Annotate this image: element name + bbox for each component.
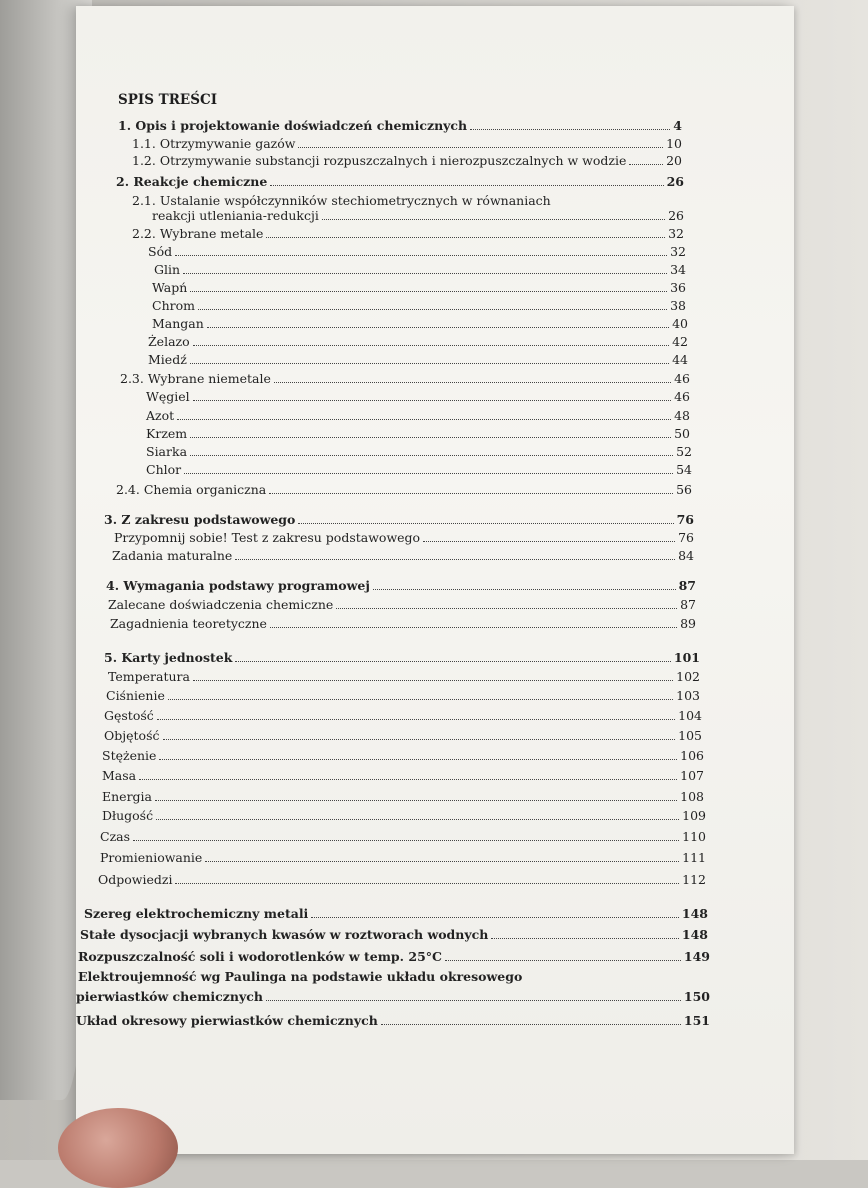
leader-dots (274, 382, 671, 383)
toc-page-number: 105 (678, 728, 702, 743)
toc-entry-label: Krzem (146, 426, 188, 441)
toc-entry-label: Układ okresowy pierwiastków chemicznych (76, 1013, 378, 1028)
toc-page-number: 149 (683, 949, 710, 964)
toc-entry (146, 426, 690, 441)
toc-page-number: 56 (676, 482, 692, 497)
toc-entry (76, 989, 710, 1004)
toc-page-number: 76 (676, 512, 694, 527)
leader-dots (311, 917, 679, 918)
leader-dots (235, 559, 675, 560)
toc-entry (132, 136, 682, 151)
toc-page-number: 87 (678, 578, 696, 593)
leader-dots (183, 273, 667, 274)
toc-entry (118, 118, 682, 133)
toc-entry (104, 728, 702, 743)
leader-dots (269, 493, 673, 494)
toc-entry (108, 669, 700, 684)
leader-dots (159, 759, 677, 760)
toc-entry-label: Promieniowanie (100, 850, 203, 865)
toc-entry (154, 262, 686, 277)
leader-dots (190, 455, 673, 456)
toc-entry-label: Węgiel (146, 389, 190, 404)
toc-entry (116, 174, 684, 189)
toc-page-number: 46 (674, 389, 690, 404)
toc-entry (148, 334, 688, 349)
toc-entry-label: 2.3. Wybrane niemetale (120, 371, 271, 386)
toc-entry (102, 808, 706, 823)
toc-entry-label: 1. Opis i projektowanie doświadczeń chemicznych (118, 118, 468, 133)
toc-page-number: 151 (683, 1013, 710, 1028)
toc-page-number: 84 (678, 548, 694, 563)
toc-page-number: 150 (683, 989, 710, 1004)
toc-page-number: 101 (673, 650, 700, 665)
leader-dots (193, 345, 669, 346)
toc-entry-label: Siarka (146, 444, 188, 459)
toc-entry-label: Żelazo (148, 334, 190, 349)
toc-page-number: 40 (672, 316, 688, 331)
leader-dots (322, 219, 665, 220)
toc-page-number: 42 (672, 334, 688, 349)
leader-dots (266, 237, 665, 238)
toc-entry-label: 1.1. Otrzymywanie gazów (132, 136, 296, 151)
toc-entry-label: 4. Wymagania podstawy programowej (106, 578, 370, 593)
toc-entry (100, 829, 706, 844)
leader-dots (205, 861, 679, 862)
toc-entry (152, 298, 686, 313)
leader-dots (336, 608, 677, 609)
toc-page-number: 148 (681, 927, 708, 942)
toc-page-number: 89 (680, 616, 696, 631)
toc-entry-label: Szereg elektrochemiczny metali (84, 906, 309, 921)
toc-entry (104, 650, 700, 665)
toc-entry-label: Glin (154, 262, 181, 277)
toc-entry-label: pierwiastków chemicznych (76, 989, 263, 1004)
toc-entry-label: Azot (146, 408, 175, 423)
toc-entry-label: 1.2. Otrzymywanie substancji rozpuszczalnych i nierozpuszczalnych w wodzie (132, 153, 627, 168)
toc-entry (108, 597, 696, 612)
toc-page-number: 48 (674, 408, 690, 423)
leader-dots (177, 419, 671, 420)
toc-entry (146, 462, 692, 477)
toc-page-number: 76 (678, 530, 694, 545)
toc-entry-label: Długość (102, 808, 154, 823)
toc-entry-label: 2.4. Chemia organiczna (116, 482, 267, 497)
toc-page-number: 52 (676, 444, 692, 459)
toc-entry (102, 748, 704, 763)
leader-dots (190, 437, 671, 438)
toc-entry-label: Odpowiedzi (98, 872, 173, 887)
toc-entry (148, 352, 688, 367)
toc-page-number: 54 (676, 462, 692, 477)
leader-dots (629, 164, 663, 165)
leader-dots (266, 1000, 681, 1001)
leader-dots (139, 779, 677, 780)
toc-page-number: 102 (676, 669, 700, 684)
toc-entry (152, 208, 684, 223)
toc-entry (132, 226, 684, 241)
toc-heading: SPIS TREŚCI (118, 92, 218, 108)
leader-dots (163, 739, 676, 740)
leader-dots (270, 185, 663, 186)
toc-entry (106, 578, 696, 593)
toc-entry-label: Wapń (152, 280, 188, 295)
toc-entry-label: Miedź (148, 352, 187, 367)
leader-dots (193, 680, 673, 681)
toc-page-number: 10 (666, 136, 682, 151)
toc-page-number: 106 (680, 748, 704, 763)
leader-dots (207, 327, 669, 328)
toc-entry (84, 906, 708, 921)
toc-page-number: 103 (676, 688, 700, 703)
toc-page-number: 32 (670, 244, 686, 259)
leader-dots (373, 589, 676, 590)
toc-page-number: 109 (682, 808, 706, 823)
toc-entry-label: 2. Reakcje chemiczne (116, 174, 268, 189)
toc-entry-label: Energia (102, 789, 152, 804)
toc-entry (98, 872, 706, 887)
toc-page-number: 38 (670, 298, 686, 313)
toc-entry (106, 688, 700, 703)
toc-entry-label: Elektroujemność wg Paulinga na podstawie układu okresowego (78, 969, 523, 984)
toc-entry (80, 927, 708, 942)
toc-entry-label: Sód (148, 244, 173, 259)
toc-entry-label: Temperatura (108, 669, 190, 684)
leader-dots (235, 661, 671, 662)
toc-entry-label: reakcji utleniania-redukcji (152, 208, 319, 223)
toc-page-number: 87 (680, 597, 696, 612)
toc-entry-label: Rozpuszczalność soli i wodorotlenków w temp. 25°C (78, 949, 442, 964)
leader-dots (133, 840, 679, 841)
toc-entry (132, 153, 682, 168)
leader-dots (491, 938, 679, 939)
toc-entry (148, 244, 686, 259)
toc-entry (104, 708, 702, 723)
leader-dots (155, 800, 677, 801)
toc-page-number: 111 (682, 850, 706, 865)
toc-entry-label: 3. Z zakresu podstawowego (104, 512, 296, 527)
leader-dots (270, 627, 677, 628)
toc-entry-label: Zadania maturalne (112, 548, 233, 563)
toc-entry-label: Stężenie (102, 748, 157, 763)
leader-dots (198, 309, 667, 310)
toc-page-number: 148 (681, 906, 708, 921)
toc-entry-label: Zagadnienia teoretyczne (110, 616, 267, 631)
leader-dots (298, 147, 663, 148)
leader-dots (423, 541, 675, 542)
toc-page-number: 50 (674, 426, 690, 441)
leader-dots (381, 1024, 681, 1025)
leader-dots (175, 255, 667, 256)
toc-page-number: 44 (672, 352, 688, 367)
toc-page-number: 112 (682, 872, 706, 887)
toc-page-number: 110 (682, 829, 706, 844)
leader-dots (445, 960, 681, 961)
leader-dots (184, 473, 673, 474)
toc-entry (102, 768, 704, 783)
toc-entry-label: Stałe dysocjacji wybranych kwasów w roztworach wodnych (80, 927, 489, 942)
toc-entry-label: 5. Karty jednostek (104, 650, 233, 665)
toc-page-number: 107 (680, 768, 704, 783)
toc-entry (102, 789, 704, 804)
toc-entry-label: Zalecane doświadczenia chemiczne (108, 597, 334, 612)
leader-dots (157, 719, 675, 720)
toc-entry-label: Chlor (146, 462, 182, 477)
toc-entry (152, 280, 686, 295)
leader-dots (470, 129, 670, 130)
toc-page-number: 20 (666, 153, 682, 168)
toc-entry (146, 444, 692, 459)
toc-entry-label: Objętość (104, 728, 160, 743)
toc-entry (120, 371, 690, 386)
toc-entry-label: Czas (100, 829, 131, 844)
toc-entry (152, 316, 688, 331)
toc-entry-label: Mangan (152, 316, 204, 331)
toc-page-number: 26 (668, 208, 684, 223)
leader-dots (193, 400, 671, 401)
leader-dots (190, 363, 669, 364)
toc-entry (146, 408, 690, 423)
toc-entry (100, 850, 706, 865)
toc-entry (114, 530, 694, 545)
toc-entry-label: 2.2. Wybrane metale (132, 226, 264, 241)
toc-entry (116, 482, 692, 497)
toc-entry (76, 1013, 710, 1028)
toc-entry-label: Chrom (152, 298, 195, 313)
toc-page-number: 4 (673, 118, 682, 133)
leader-dots (298, 523, 673, 524)
toc-page-number: 104 (678, 708, 702, 723)
toc-page-number: 108 (680, 789, 704, 804)
toc-page-number: 32 (668, 226, 684, 241)
leader-dots (168, 699, 673, 700)
toc-page-number: 34 (670, 262, 686, 277)
toc-entry (78, 949, 710, 964)
toc-entry (112, 548, 694, 563)
toc-page-number: 26 (666, 174, 684, 189)
toc-entry-label: Gęstość (104, 708, 154, 723)
toc-entry (146, 389, 690, 404)
leader-dots (175, 883, 679, 884)
toc-entry-label: Masa (102, 768, 137, 783)
toc-entry-label: Przypomnij sobie! Test z zakresu podstawowego (114, 530, 421, 545)
toc-entry (104, 512, 694, 527)
toc-entry-label: 2.1. Ustalanie współczynników stechiometrycznych w równaniach (132, 193, 551, 208)
toc-page-number: 46 (674, 371, 690, 386)
toc-entry-label: Ciśnienie (106, 688, 165, 703)
toc-page-number: 36 (670, 280, 686, 295)
leader-dots (156, 819, 679, 820)
leader-dots (190, 291, 667, 292)
toc-entry (110, 616, 696, 631)
